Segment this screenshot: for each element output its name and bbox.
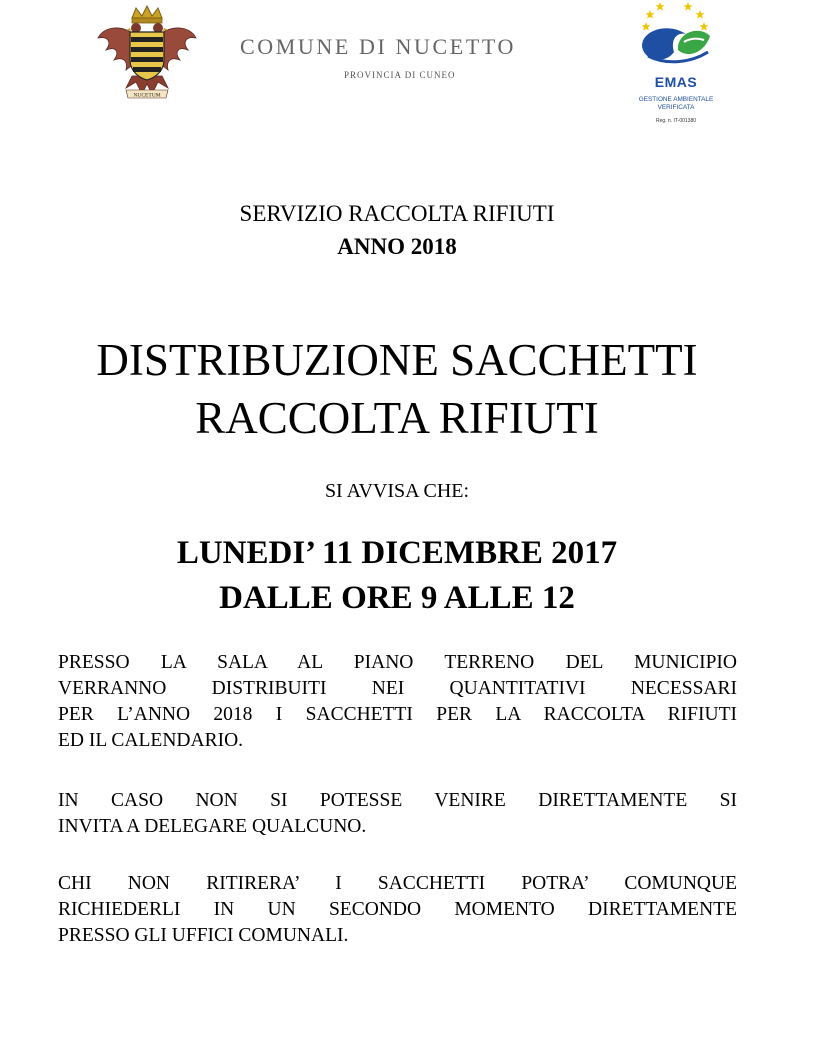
event-date: LUNEDI’ 11 DICEMBRE 2017 — [176, 535, 618, 571]
headline-line-2: RACCOLTA RIFIUTI — [195, 393, 599, 443]
letterhead — [0, 0, 816, 140]
svg-text:NUCETUM: NUCETUM — [133, 92, 161, 99]
service-title: SERVIZIO RACCOLTA RIFIUTI — [239, 201, 555, 226]
paragraph-delegate — [58, 788, 737, 840]
emas-registration: Reg. n. IT-001380 — [655, 118, 697, 124]
paragraph-later-pickup — [58, 871, 737, 949]
emas-title: EMAS — [654, 74, 698, 90]
paragraph-distribution — [58, 650, 737, 754]
paragraph-line: PRESSO GLI UFFICI COMUNALI. — [58, 925, 349, 946]
paragraph-line: VERRANNO DISTRIBUITI NEI QUANTITATIVI NECESSARI — [58, 678, 737, 699]
emas-subtitle-verified: VERIFICATA — [657, 104, 695, 111]
paragraph-line: CHI NON RITIRERA’ I SACCHETTI POTRA’ COMUNQUE — [58, 873, 737, 894]
paragraph-line: ED IL CALENDARIO. — [58, 730, 244, 751]
paragraph-line: INVITA A DELEGARE QUALCUNO. — [58, 816, 367, 837]
provincia-label: PROVINCIA DI CUNEO — [344, 70, 456, 80]
paragraph-line: PER L’ANNO 2018 I SACCHETTI PER LA RACCOLTA RIFIUTI — [58, 704, 737, 725]
comune-name: COMUNE DI NUCETTO — [240, 34, 517, 59]
municipal-crest-icon — [92, 4, 202, 104]
service-year: ANNO 2018 — [337, 234, 457, 259]
event-hours: DALLE ORE 9 ALLE 12 — [219, 580, 575, 616]
paragraph-line: PRESSO LA SALA AL PIANO TERRENO DEL MUNICIPIO — [58, 652, 737, 673]
paragraph-line: IN CASO NON SI POTESSE VENIRE DIRETTAMENTE SI — [58, 790, 737, 811]
headline-line-1: DISTRIBUZIONE SACCHETTI — [96, 335, 698, 385]
paragraph-line: RICHIEDERLI IN UN SECONDO MOMENTO DIRETTAMENTE — [58, 899, 737, 920]
emas-subtitle: GESTIONE AMBIENTALE — [638, 96, 714, 103]
notice-label: SI AVVISA CHE: — [324, 480, 470, 502]
